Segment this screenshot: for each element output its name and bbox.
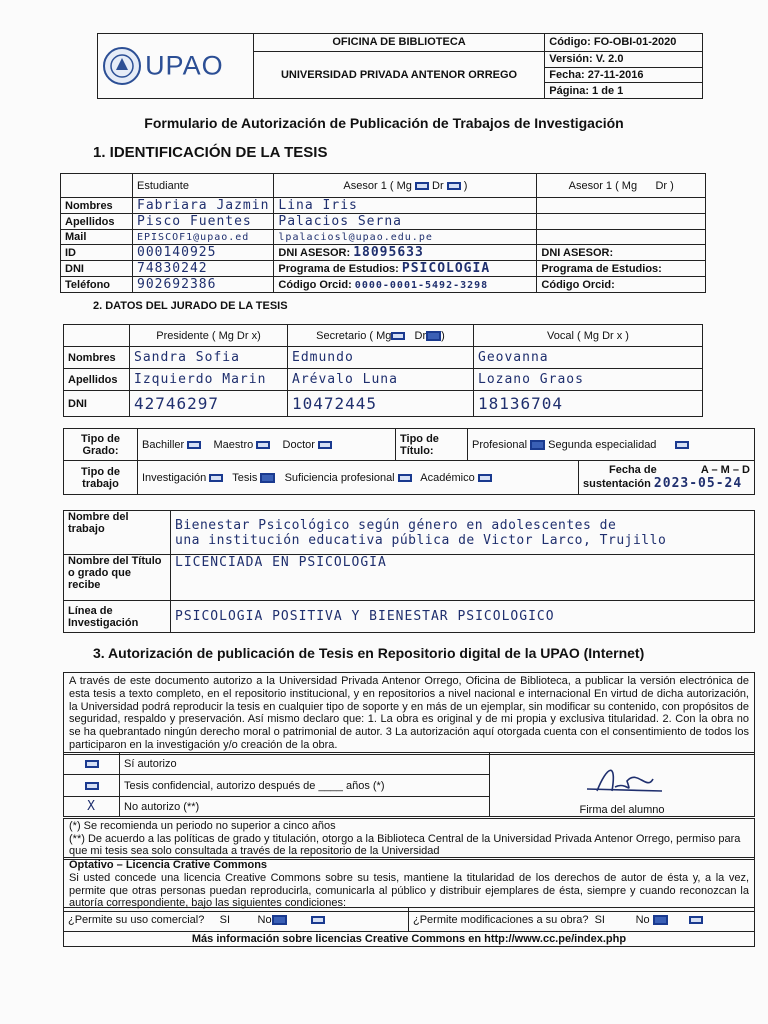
suficiencia-checkbox[interactable] xyxy=(398,474,412,482)
programa2-label: Programa de Estudios: xyxy=(537,261,706,277)
estudiante-nombres[interactable]: Fabriara Jazmin xyxy=(133,198,274,214)
doc-version: Versión: V. 2.0 xyxy=(545,51,703,67)
asesor-nombres[interactable]: Lina Iris xyxy=(274,198,537,214)
segunda-especialidad-checkbox[interactable] xyxy=(675,441,689,449)
asesor2-apellidos[interactable] xyxy=(537,214,706,230)
dni-asesor-value[interactable]: 18095633 xyxy=(353,245,424,260)
no-autorizo-mark[interactable]: X xyxy=(64,797,120,817)
orcid-value[interactable]: 0000-0001-5492-3298 xyxy=(354,279,489,291)
label-mail: Mail xyxy=(61,230,133,245)
asesor1-dr-checkbox[interactable] xyxy=(447,182,461,190)
titulo-options: Profesional Segunda especialidad xyxy=(468,429,755,461)
upao-seal-icon xyxy=(102,46,142,86)
linea-investigacion-value[interactable]: PSICOLOGIA POSITIVA Y BIENESTAR PSICOLOGICO xyxy=(171,601,755,633)
label-telefono: Teléfono xyxy=(61,277,133,293)
estudiante-id[interactable]: 000140925 xyxy=(133,245,274,261)
nota-1: (*) Se recomienda un periodo no superior a cinco años xyxy=(69,820,336,832)
si-autorizo-label: Sí autorizo xyxy=(120,753,490,775)
vocal-apellidos[interactable]: Lozano Graos xyxy=(474,369,703,391)
firma-label: Firma del alumno xyxy=(579,804,665,816)
estudiante-apellidos[interactable]: Pisco Fuentes xyxy=(133,214,274,230)
bachiller-checkbox[interactable] xyxy=(187,441,201,449)
asesor2-mail[interactable] xyxy=(537,230,706,245)
label-dni: DNI xyxy=(61,261,133,277)
cc-box xyxy=(63,857,755,912)
estudiante-telefono[interactable]: 902692386 xyxy=(133,277,274,293)
programa-value[interactable]: PSICOLOGIA xyxy=(401,261,491,276)
trabajo-table xyxy=(63,510,755,633)
header-table xyxy=(97,33,703,99)
secretario-nombres[interactable]: Edmundo xyxy=(288,347,474,369)
tipo-trabajo-label: Tipo de trabajo xyxy=(64,461,138,495)
asesor-mail[interactable]: lpalaciosl@upao.edu.pe xyxy=(274,230,537,245)
identification-table xyxy=(60,173,706,293)
presidente-apellidos[interactable]: Izquierdo Marin xyxy=(130,369,288,391)
university-name: UNIVERSIDAD PRIVADA ANTENOR ORREGO xyxy=(253,51,544,98)
cc-text: Si usted concede una licencia Creative Commons sobre su tesis, mantiene la titularidad de los derechos de autor de ésta y, a la vez, permite que otras personas puedan reproducirla, comunicarla al público y distribuir ejemplares de ésta, siempre y cuando reconozcan la autoría correspondiente, bajo las siguientes condiciones: xyxy=(69,871,749,910)
col-presidente: Presidente ( Mg Dr x) xyxy=(130,325,288,347)
asesor-apellidos[interactable]: Palacios Serna xyxy=(274,214,537,230)
vocal-nombres[interactable]: Geovanna xyxy=(474,347,703,369)
estudiante-mail[interactable]: EPISCOF1@upao.ed xyxy=(133,230,274,245)
modif-no-checkbox[interactable] xyxy=(653,915,668,925)
dni-asesor2-label: DNI ASESOR: xyxy=(537,245,706,261)
tipo-titulo-label: Tipo de Título: xyxy=(396,429,468,461)
form-title: Formulario de Autorización de Publicación de Trabajos de Investigación xyxy=(144,115,624,131)
section3-title: 3. Autorización de publicación de Tesis en Repositorio digital de la UPAO (Internet) xyxy=(93,645,645,661)
vocal-dni[interactable]: 18136704 xyxy=(474,391,703,417)
doc-date: Fecha: 27-11-2016 xyxy=(545,67,703,83)
fecha-sustentacion-cell: Fecha de A – M – D sustentación 2023-05-24 xyxy=(579,461,755,495)
authorization-options xyxy=(63,752,755,817)
maestro-checkbox[interactable] xyxy=(256,441,270,449)
comercial-si-checkbox[interactable] xyxy=(311,916,325,924)
col-estudiante: Estudiante xyxy=(133,174,274,198)
section1-title: 1. IDENTIFICACIÓN DE LA TESIS xyxy=(93,144,328,161)
grado-options: Bachiller Maestro Doctor xyxy=(138,429,396,461)
programa-cell: Programa de Estudios: PSICOLOGIA xyxy=(274,261,537,277)
trabajo-options: Investigación Tesis Suficiencia profesional Académico xyxy=(138,461,579,495)
cc-title: Optativo – Licencia Crative Commons xyxy=(69,859,268,871)
estudiante-dni[interactable]: 74830242 xyxy=(133,261,274,277)
label-nombres: Nombres xyxy=(61,198,133,214)
orcid2-label: Código Orcid: xyxy=(537,277,706,293)
confidencial-label: Tesis confidencial, autorizo después de ____ años (*) xyxy=(120,775,490,797)
jury-label-dni: DNI xyxy=(64,391,130,417)
modificaciones-cell: ¿Permite modificaciones a su obra? SI No xyxy=(409,908,755,932)
office-name: OFICINA DE BIBLIOTECA xyxy=(253,34,544,52)
upao-logo-text: UPAO xyxy=(145,50,224,81)
confidencial-checkbox[interactable] xyxy=(85,782,99,790)
notes-box xyxy=(63,818,755,860)
secretario-apellidos[interactable]: Arévalo Luna xyxy=(288,369,474,391)
asesor2-nombres[interactable] xyxy=(537,198,706,214)
presidente-nombres[interactable]: Sandra Sofia xyxy=(130,347,288,369)
tesis-checkbox[interactable] xyxy=(260,473,275,483)
logo-cell xyxy=(98,34,254,99)
academico-checkbox[interactable] xyxy=(478,474,492,482)
linea-investigacion-label: Línea de Investigación xyxy=(64,601,171,633)
titulo-grado-label: Nombre del Título o grado que recibe xyxy=(64,555,171,601)
investigacion-checkbox[interactable] xyxy=(209,474,223,482)
orcid-cell: Código Orcid: 0000-0001-5492-3298 xyxy=(274,277,537,293)
grado-table xyxy=(63,428,755,495)
section2-title: 2. DATOS DEL JURADO DE LA TESIS xyxy=(93,300,288,312)
tipo-grado-label: Tipo de Grado: xyxy=(64,429,138,461)
col-vocal: Vocal ( Mg Dr x ) xyxy=(474,325,703,347)
jury-table xyxy=(63,324,703,417)
no-autorizo-label: No autorizo (**) xyxy=(120,797,490,817)
doc-code: Código: FO-OBI-01-2020 xyxy=(545,34,703,52)
fecha-sustentacion-value[interactable]: 2023-05-24 xyxy=(653,476,743,491)
signature-icon xyxy=(567,761,677,801)
modif-si-checkbox[interactable] xyxy=(689,916,703,924)
label-apellidos: Apellidos xyxy=(61,214,133,230)
profesional-checkbox[interactable] xyxy=(530,440,545,450)
col-asesor2: Asesor 1 ( Mg Dr ) xyxy=(537,174,706,198)
dni-asesor-cell: DNI ASESOR: 18095633 xyxy=(274,245,537,261)
label-id: ID xyxy=(61,245,133,261)
presidente-dni[interactable]: 42746297 xyxy=(130,391,288,417)
nombre-trabajo-value[interactable]: Bienestar Psicológico según género en adolescentes de una institución educativa pública de Victor Larco, Trujillo xyxy=(171,511,755,555)
cc-options xyxy=(63,907,755,932)
doc-page: Página: 1 de 1 xyxy=(545,83,703,99)
nota-2: (**) De acuerdo a las políticas de grado y titulación, otorgo a la Biblioteca Central de la Universidad Privada Antenor Orrego, permiso para que mi tesis sea solo consultada a través de la repositorio de la Universidad xyxy=(69,832,741,857)
titulo-grado-value[interactable]: LICENCIADA EN PSICOLOGIA xyxy=(171,555,755,601)
jury-label-apellidos: Apellidos xyxy=(64,369,130,391)
comercial-no-checkbox[interactable] xyxy=(272,915,287,925)
secretario-dni[interactable]: 10472445 xyxy=(288,391,474,417)
comercial-cell: ¿Permite su uso comercial? SI No xyxy=(64,908,409,932)
secretario-dr-checkbox[interactable] xyxy=(426,331,441,341)
firma-cell xyxy=(490,753,755,817)
authorization-paragraph: A través de este documento autorizo a la Universidad Privada Antenor Orrego, Oficina de Biblioteca, a publicar la versión electrónica de esta tesis a texto completo, en el repositorio institucional, y en repositorios a nivel nacional e internacional En virtud de dicha autorización, la Universidad podrá reproducir la tesis en cualquier tipo de soporte y en más de un ejemplar, sin modificar su contenido, con propósitos de seguridad, respaldo y preservación. Así mismo declaro que: 1. La obra es original y de mi propia y exclusiva titularidad. 2. Con la obra no se ha quebrantado ningún derecho moral o patrimonial de autor. 3 La autorización aquí otorgada cuenta con el consentimiento de todos los participaron en la investigación y/o creación de la obra. xyxy=(63,672,755,755)
col-asesor1: Asesor 1 ( Mg Dr ) xyxy=(274,174,537,198)
jury-label-nombres: Nombres xyxy=(64,347,130,369)
cc-more-info: Más información sobre licencias Creative Commons en http://www.cc.pe/index.php xyxy=(63,931,755,947)
asesor1-mg-checkbox[interactable] xyxy=(415,182,429,190)
doctor-checkbox[interactable] xyxy=(318,441,332,449)
si-autorizo-checkbox[interactable] xyxy=(85,760,99,768)
secretario-mg-checkbox[interactable] xyxy=(391,332,405,340)
nombre-trabajo-label: Nombre del trabajo xyxy=(64,511,171,555)
col-secretario: Secretario ( Mg Dr ) xyxy=(288,325,474,347)
